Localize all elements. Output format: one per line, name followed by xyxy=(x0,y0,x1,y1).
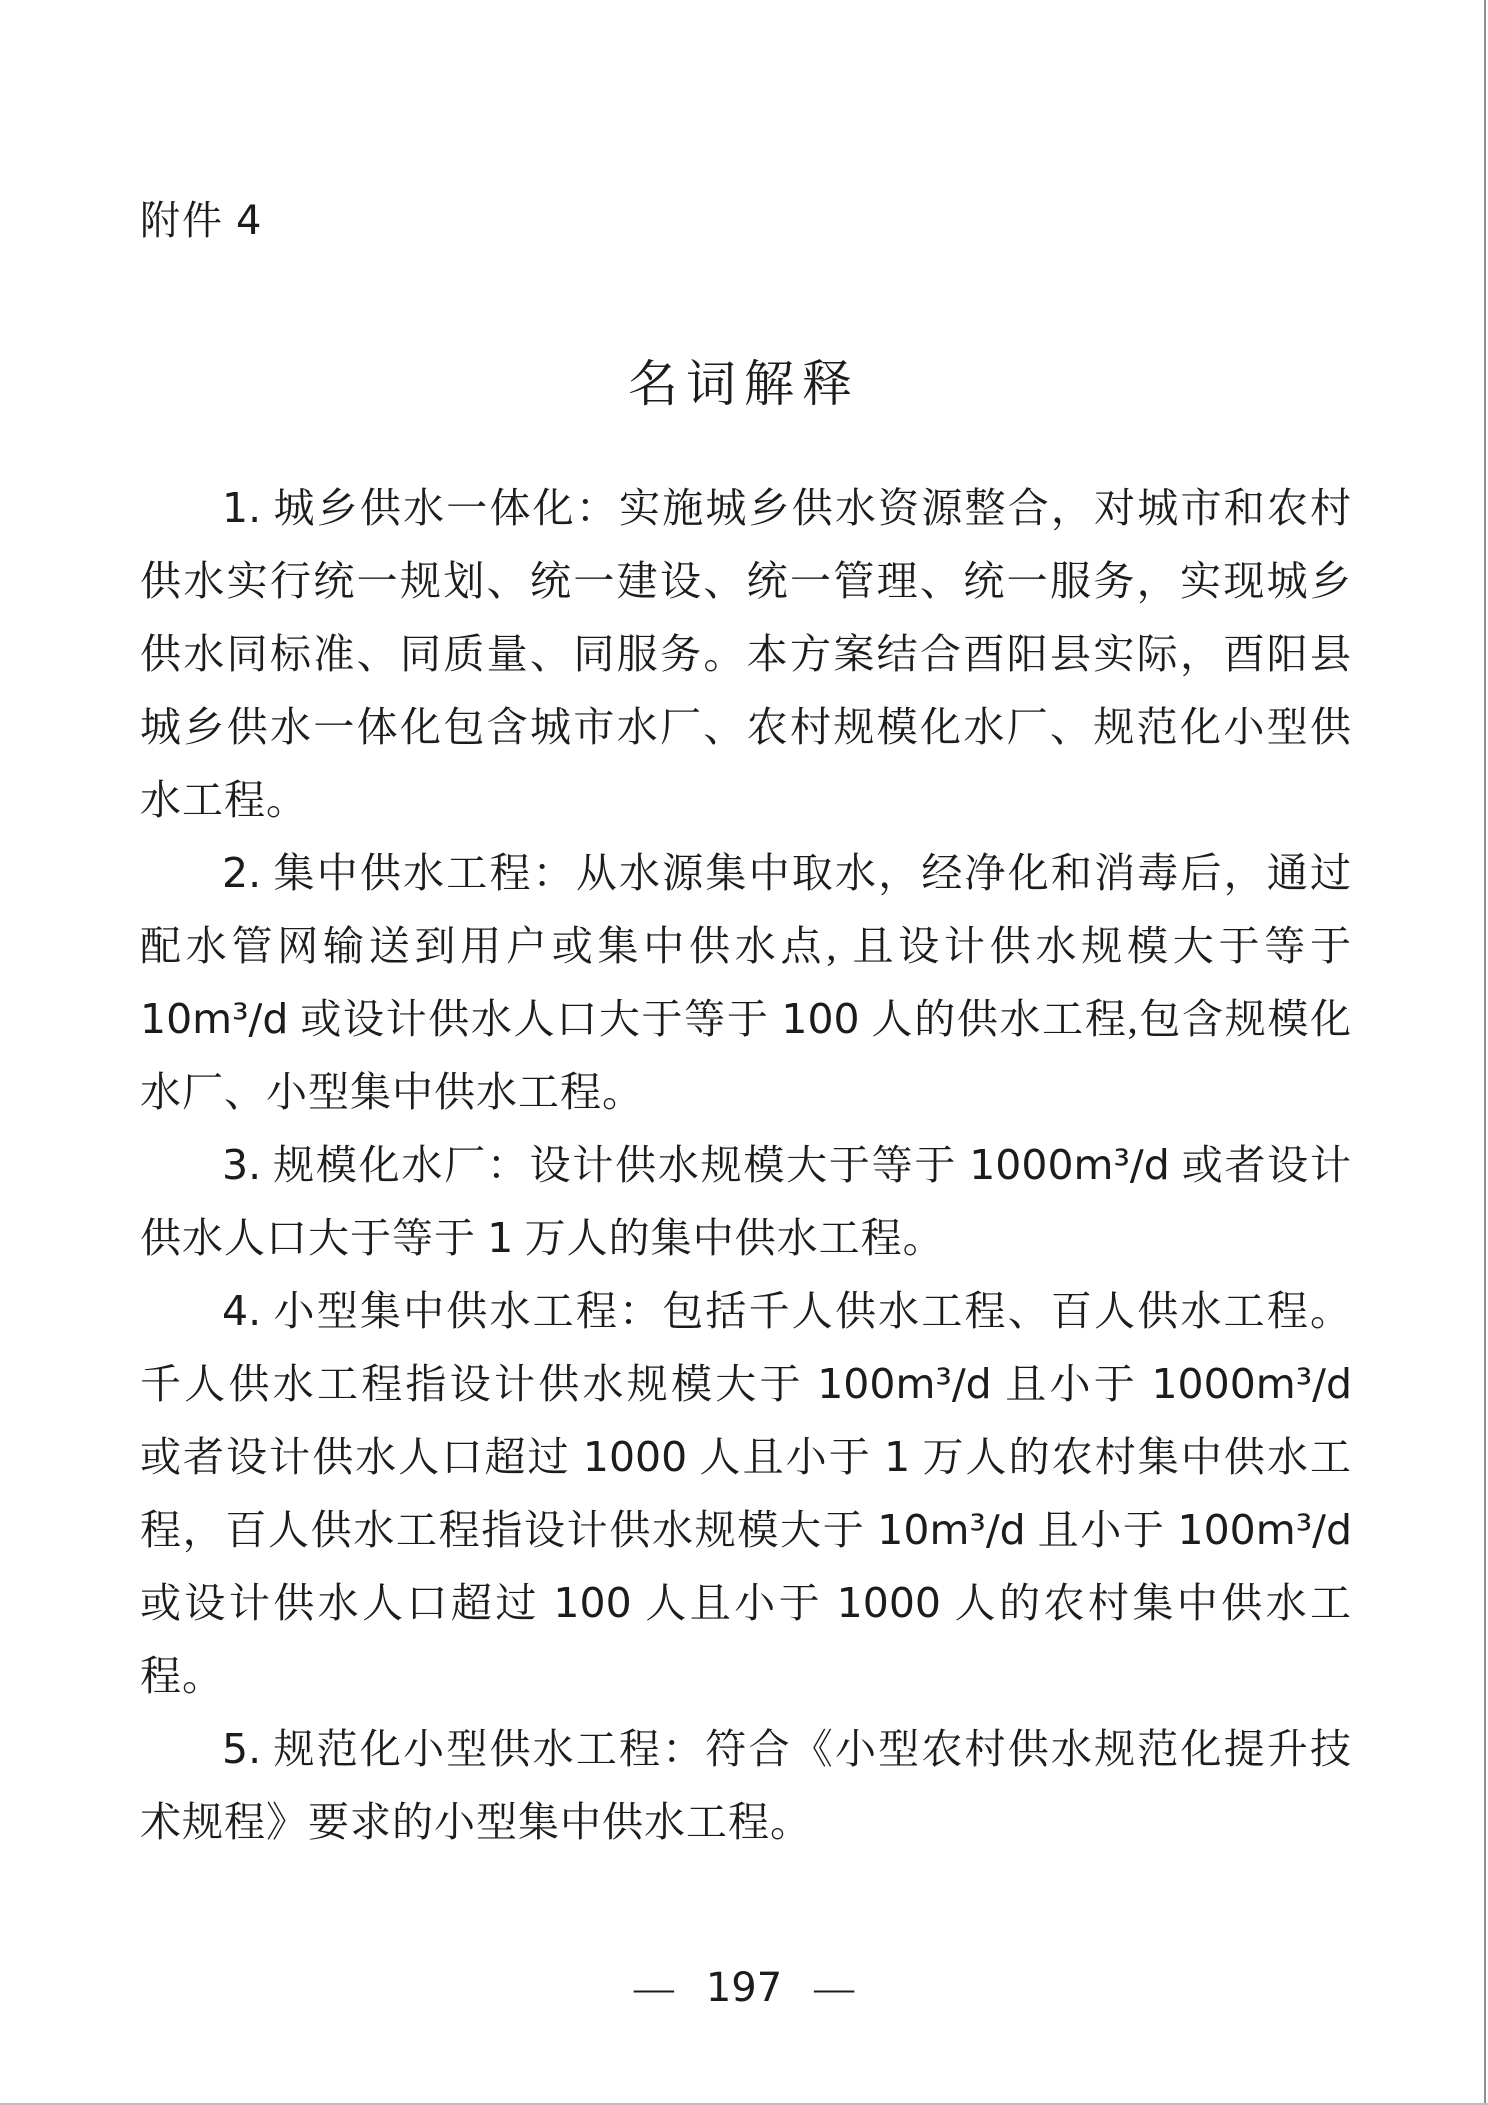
definition-paragraph-4: 4. 小型集中供水工程：包括千人供水工程、百人供水工程。千人供水工程指设计供水规模大于 100m³/d 且小于 1000m³/d 或者设计供水人口超过 1000 人且小于 1 万人的农村集中供水工程，百人供水工程指设计供水规模大于 10m³/d 且小于 100m³/d 或设计供水人口超过 100 人且小于 1000 人的农村集中供水工程。 xyxy=(140,1287,1353,1699)
footer-dash-right: — xyxy=(814,1965,855,2010)
page-number: 197 xyxy=(705,1965,783,2011)
page-title: 名词解释 xyxy=(628,356,860,412)
document-body xyxy=(140,472,1352,1859)
page-footer xyxy=(0,1962,1488,2014)
footer-dash-left: — xyxy=(633,1965,674,2010)
definition-paragraph-5: 5. 规范化小型供水工程：符合《小型农村供水规范化提升技术规程》要求的小型集中供水工程。 xyxy=(140,1725,1352,1845)
definition-paragraph-2: 2. 集中供水工程：从水源集中取水，经净化和消毒后，通过配水管网输送到用户或集中供水点, 且设计供水规模大于等于 10m³/d 或设计供水人口大于等于 100 人的供水工程,包含规模化水厂、小型集中供水工程。 xyxy=(140,849,1353,1115)
attachment-label: 附件 4 xyxy=(140,198,262,244)
page-edge-line-right xyxy=(1484,0,1486,2105)
definition-paragraph-1: 1. 城乡供水一体化：实施城乡供水资源整合，对城市和农村供水实行统一规划、统一建设、统一管理、统一服务，实现城乡供水同标准、同质量、同服务。本方案结合酉阳县实际，酉阳县城乡供水一体化包含城市水厂、农村规模化水厂、规范化小型供水工程。 xyxy=(140,484,1352,823)
definition-paragraph-3: 3. 规模化水厂：设计供水规模大于等于 1000m³/d 或者设计供水人口大于等于 1 万人的集中供水工程。 xyxy=(140,1141,1353,1262)
